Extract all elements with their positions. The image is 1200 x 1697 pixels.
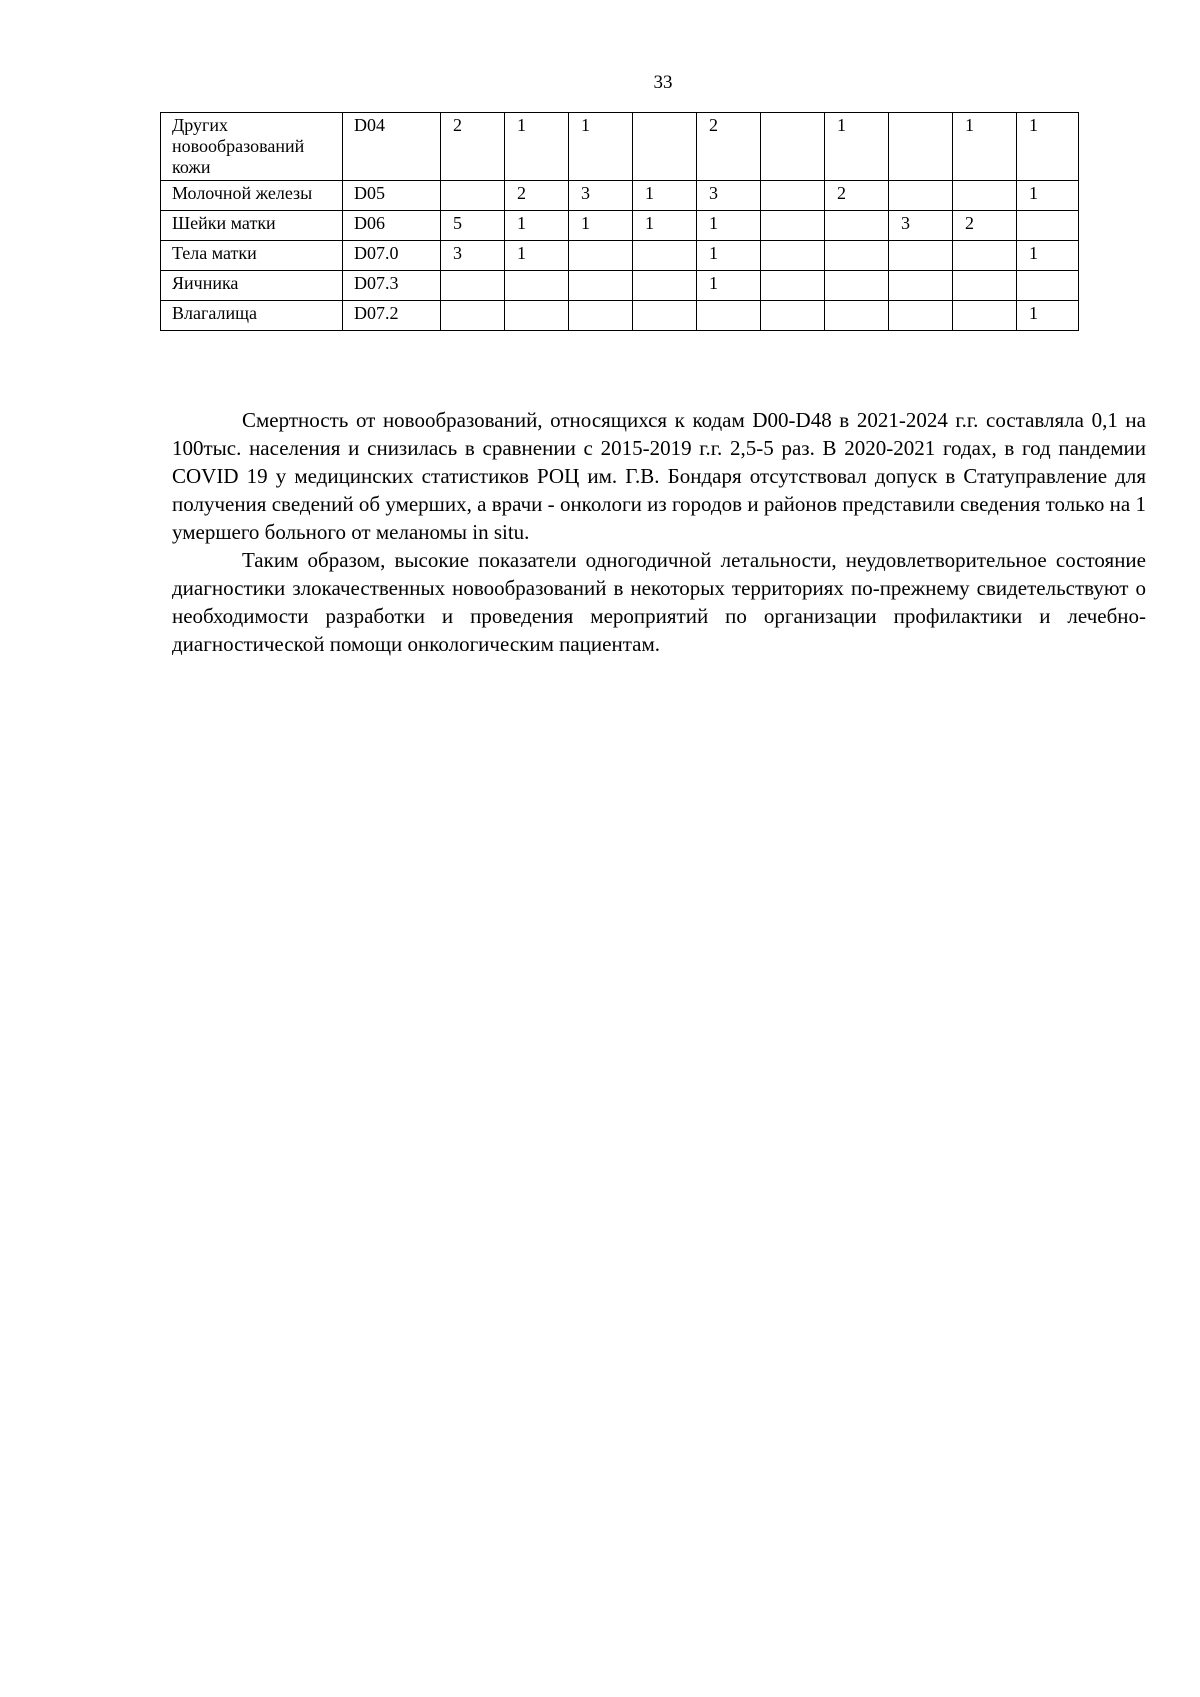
incidence-table: [160, 112, 1079, 331]
value-cell: [889, 301, 953, 331]
value-cell: [505, 271, 569, 301]
value-cell: 3: [569, 181, 633, 211]
body-text: [172, 406, 1146, 658]
table-row: [161, 241, 1079, 271]
value-cell: [825, 271, 889, 301]
value-cell: [441, 181, 505, 211]
value-cell: [761, 301, 825, 331]
value-cell: [889, 241, 953, 271]
table-row: [161, 301, 1079, 331]
table-row: [161, 113, 1079, 181]
table-row: [161, 271, 1079, 301]
row-code-cell: D07.0: [343, 241, 441, 271]
value-cell: [825, 211, 889, 241]
value-cell: [889, 113, 953, 181]
value-cell: [633, 301, 697, 331]
value-cell: [569, 241, 633, 271]
table-body: [161, 113, 1079, 331]
row-name-cell: Других новообразований кожи: [161, 113, 343, 181]
value-cell: [569, 271, 633, 301]
value-cell: 1: [1017, 241, 1079, 271]
value-cell: 3: [697, 181, 761, 211]
row-name-cell: Яичника: [161, 271, 343, 301]
value-cell: 1: [633, 211, 697, 241]
value-cell: 1: [825, 113, 889, 181]
row-name-cell: Тела матки: [161, 241, 343, 271]
value-cell: 1: [569, 113, 633, 181]
table-row: [161, 181, 1079, 211]
value-cell: 1: [569, 211, 633, 241]
value-cell: [953, 301, 1017, 331]
value-cell: [633, 113, 697, 181]
value-cell: [505, 301, 569, 331]
value-cell: 2: [825, 181, 889, 211]
value-cell: 1: [953, 113, 1017, 181]
value-cell: [953, 181, 1017, 211]
value-cell: [441, 271, 505, 301]
value-cell: [953, 241, 1017, 271]
value-cell: [825, 241, 889, 271]
value-cell: 1: [697, 241, 761, 271]
row-code-cell: D06: [343, 211, 441, 241]
paragraph-conclusion: Таким образом, высокие показатели одногодичной летальности, неудовлетворительное состояние диагностики злокачественных новообразований в некоторых территориях по-прежнему свидетельствуют о необходимости разработки и проведения мероприятий по организации профилактики и лечебно-диагностической помощи онкологическим пациентам.: [172, 548, 1146, 656]
value-cell: 1: [1017, 301, 1079, 331]
value-cell: 5: [441, 211, 505, 241]
value-cell: 2: [441, 113, 505, 181]
value-cell: [761, 181, 825, 211]
value-cell: 1: [1017, 181, 1079, 211]
value-cell: 1: [1017, 113, 1079, 181]
value-cell: [441, 301, 505, 331]
value-cell: 2: [953, 211, 1017, 241]
value-cell: [889, 181, 953, 211]
paragraph-mortality: Смертность от новообразований, относящихся к кодам D00-D48 в 2021-2024 г.г. составляла 0,1 на 100тыс. населения и снизилась в сравнении с 2015-2019 г.г. 2,5-5 раз. В 2020-2021 годах, в год пандемии COVID 19 у медицинских статистиков РОЦ им. Г.В. Бондаря отсутствовал допуск в Статуправление для получения сведений об умерших, а врачи - онкологи из городов и районов представили сведения только на 1 умершего больного от меланомы in situ.: [172, 408, 1146, 544]
value-cell: [633, 241, 697, 271]
row-code-cell: D07.2: [343, 301, 441, 331]
value-cell: [761, 241, 825, 271]
value-cell: [1017, 211, 1079, 241]
value-cell: [569, 301, 633, 331]
row-name-cell: Влагалища: [161, 301, 343, 331]
row-name-cell: Шейки матки: [161, 211, 343, 241]
value-cell: [889, 271, 953, 301]
value-cell: [761, 271, 825, 301]
table-row: [161, 211, 1079, 241]
value-cell: [697, 301, 761, 331]
value-cell: 1: [505, 211, 569, 241]
value-cell: [953, 271, 1017, 301]
value-cell: 2: [697, 113, 761, 181]
value-cell: 1: [505, 241, 569, 271]
value-cell: 1: [633, 181, 697, 211]
value-cell: 2: [505, 181, 569, 211]
value-cell: 1: [697, 271, 761, 301]
value-cell: 3: [889, 211, 953, 241]
value-cell: [633, 271, 697, 301]
value-cell: 1: [697, 211, 761, 241]
row-name-cell: Молочной железы: [161, 181, 343, 211]
row-code-cell: D04: [343, 113, 441, 181]
page-number: 33: [653, 72, 673, 93]
value-cell: [1017, 271, 1079, 301]
value-cell: [761, 211, 825, 241]
row-code-cell: D05: [343, 181, 441, 211]
value-cell: [825, 301, 889, 331]
row-code-cell: D07.3: [343, 271, 441, 301]
value-cell: [761, 113, 825, 181]
value-cell: 3: [441, 241, 505, 271]
value-cell: 1: [505, 113, 569, 181]
